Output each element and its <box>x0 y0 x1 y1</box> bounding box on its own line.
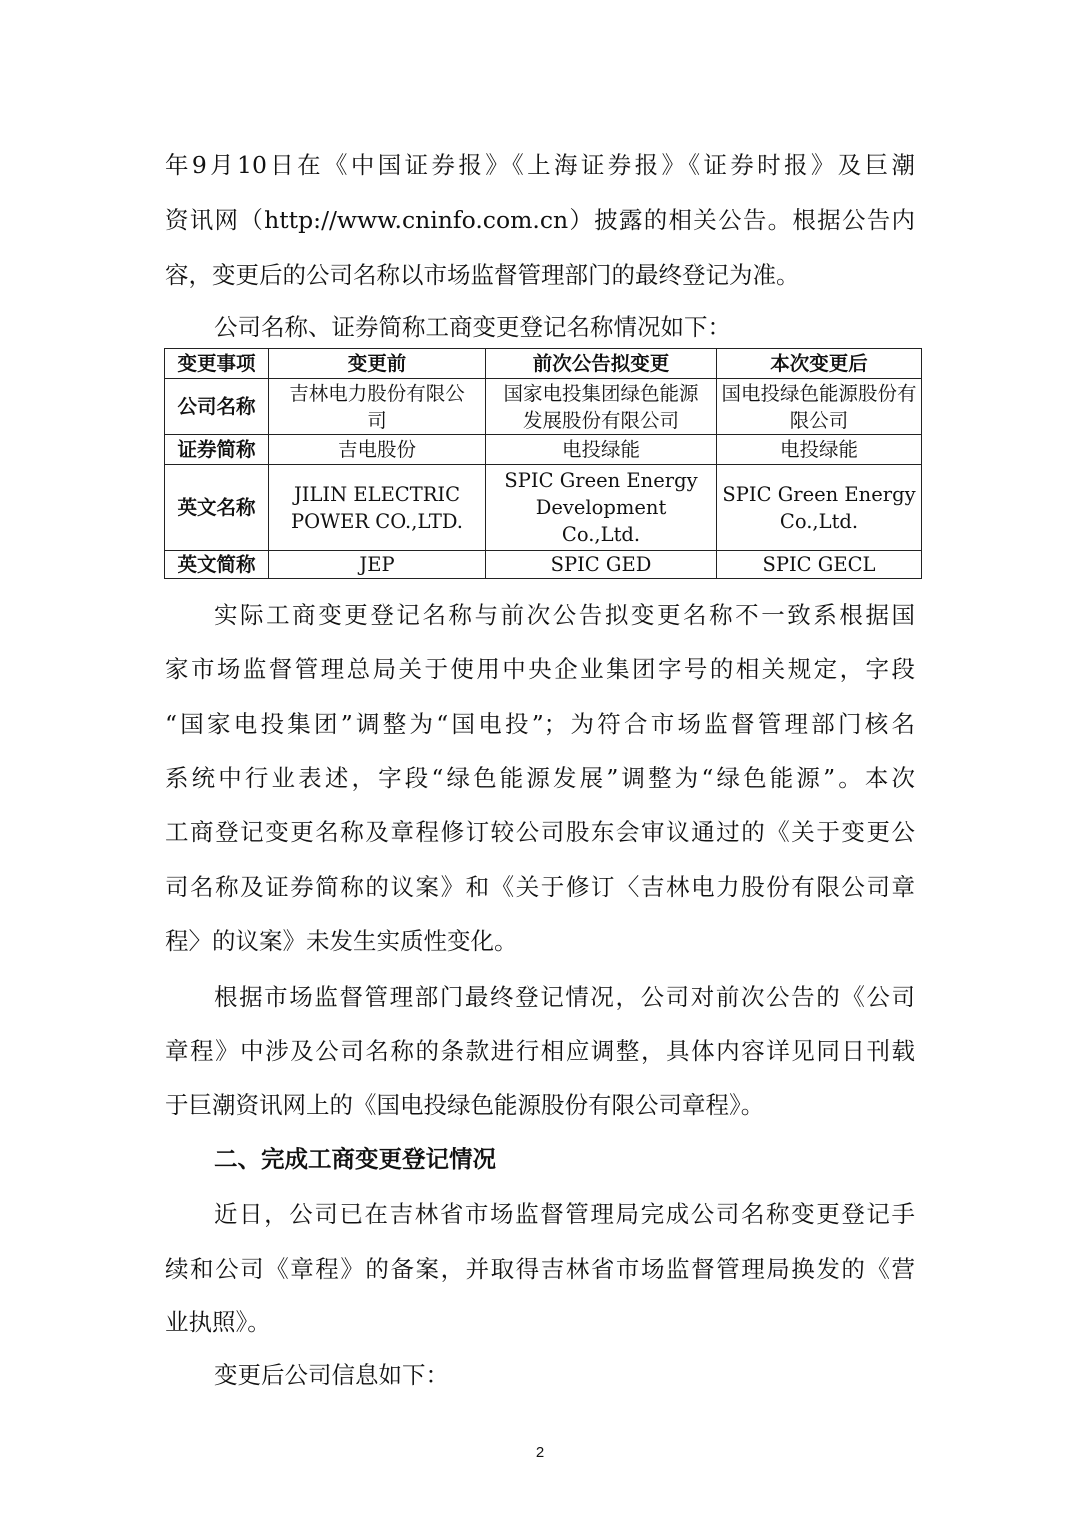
text-line: 资讯网（http://www.cninfo.com.cn）披露的相关公告。根据公告内 <box>165 206 915 234</box>
table-cell: 电投绿能 <box>717 435 922 465</box>
text-line: 系统中行业表述，字段“绿色能源发展”调整为“绿色能源”。本次 <box>165 764 915 792</box>
text-line: “国家电投集团”调整为“国电投”；为符合市场监督管理部门核名 <box>165 710 915 738</box>
table-caption: 公司名称、证券简称工商变更登记名称情况如下： <box>214 313 731 341</box>
table-cell: SPIC GED <box>486 551 717 579</box>
text-line: 司名称及证券简称的议案》和《关于修订〈吉林电力股份有限公司章 <box>165 873 915 901</box>
text-line: 变更后公司信息如下： <box>214 1361 449 1389</box>
page-number: 2 <box>535 1444 545 1461</box>
table-row <box>165 379 922 435</box>
table-cell: 国电投绿色能源股份有限公司 <box>717 379 922 435</box>
name-change-table <box>164 348 922 579</box>
text-line: 于巨潮资讯网上的《国电投绿色能源股份有限公司章程》。 <box>165 1091 765 1119</box>
row-label: 英文名称 <box>165 465 269 551</box>
header-cell: 本次变更后 <box>717 349 922 379</box>
table-row <box>165 435 922 465</box>
table-cell: SPIC Green Energy Co.,Ltd. <box>717 465 922 551</box>
row-label: 证券简称 <box>165 435 269 465</box>
table-row <box>165 551 922 579</box>
text-line: 业执照》。 <box>165 1308 271 1336</box>
text-line: 续和公司《章程》的备案，并取得吉林省市场监督管理局换发的《营 <box>165 1255 915 1283</box>
table-cell: SPIC Green Energy Development Co.,Ltd. <box>486 465 717 551</box>
text-line: 工商登记变更名称及章程修订较公司股东会审议通过的《关于变更公 <box>165 818 915 846</box>
header-cell: 变更前 <box>269 349 486 379</box>
row-label: 英文简称 <box>165 551 269 579</box>
text-line: 章程》中涉及公司名称的条款进行相应调整，具体内容详见同日刊载 <box>165 1037 915 1065</box>
table-header-row <box>165 349 922 379</box>
table-cell: JEP <box>269 551 486 579</box>
text-line: 根据市场监督管理部门最终登记情况，公司对前次公告的《公司 <box>214 983 915 1011</box>
row-label: 公司名称 <box>165 379 269 435</box>
text-line: 容，变更后的公司名称以市场监督管理部门的最终登记为准。 <box>165 261 800 289</box>
text-line: 程〉的议案》未发生实质性变化。 <box>165 927 518 955</box>
text-line: 年9月10日在《中国证券报》《上海证券报》《证券时报》及巨潮 <box>165 151 915 179</box>
table-cell: 吉电股份 <box>269 435 486 465</box>
table-cell: 国家电投集团绿色能源发展股份有限公司 <box>486 379 717 435</box>
table-cell: JILIN ELECTRIC POWER CO.,LTD. <box>269 465 486 551</box>
section-heading: 二、完成工商变更登记情况 <box>214 1145 496 1173</box>
table-cell: 吉林电力股份有限公司 <box>269 379 486 435</box>
header-cell: 前次公告拟变更 <box>486 349 717 379</box>
header-cell: 变更事项 <box>165 349 269 379</box>
text-line: 家市场监督管理总局关于使用中央企业集团字号的相关规定，字段 <box>165 655 915 683</box>
text-line: 近日，公司已在吉林省市场监督管理局完成公司名称变更登记手 <box>214 1200 915 1228</box>
text-line: 实际工商变更登记名称与前次公告拟变更名称不一致系根据国 <box>214 601 915 629</box>
table-cell: SPIC GECL <box>717 551 922 579</box>
table-cell: 电投绿能 <box>486 435 717 465</box>
table-row <box>165 465 922 551</box>
